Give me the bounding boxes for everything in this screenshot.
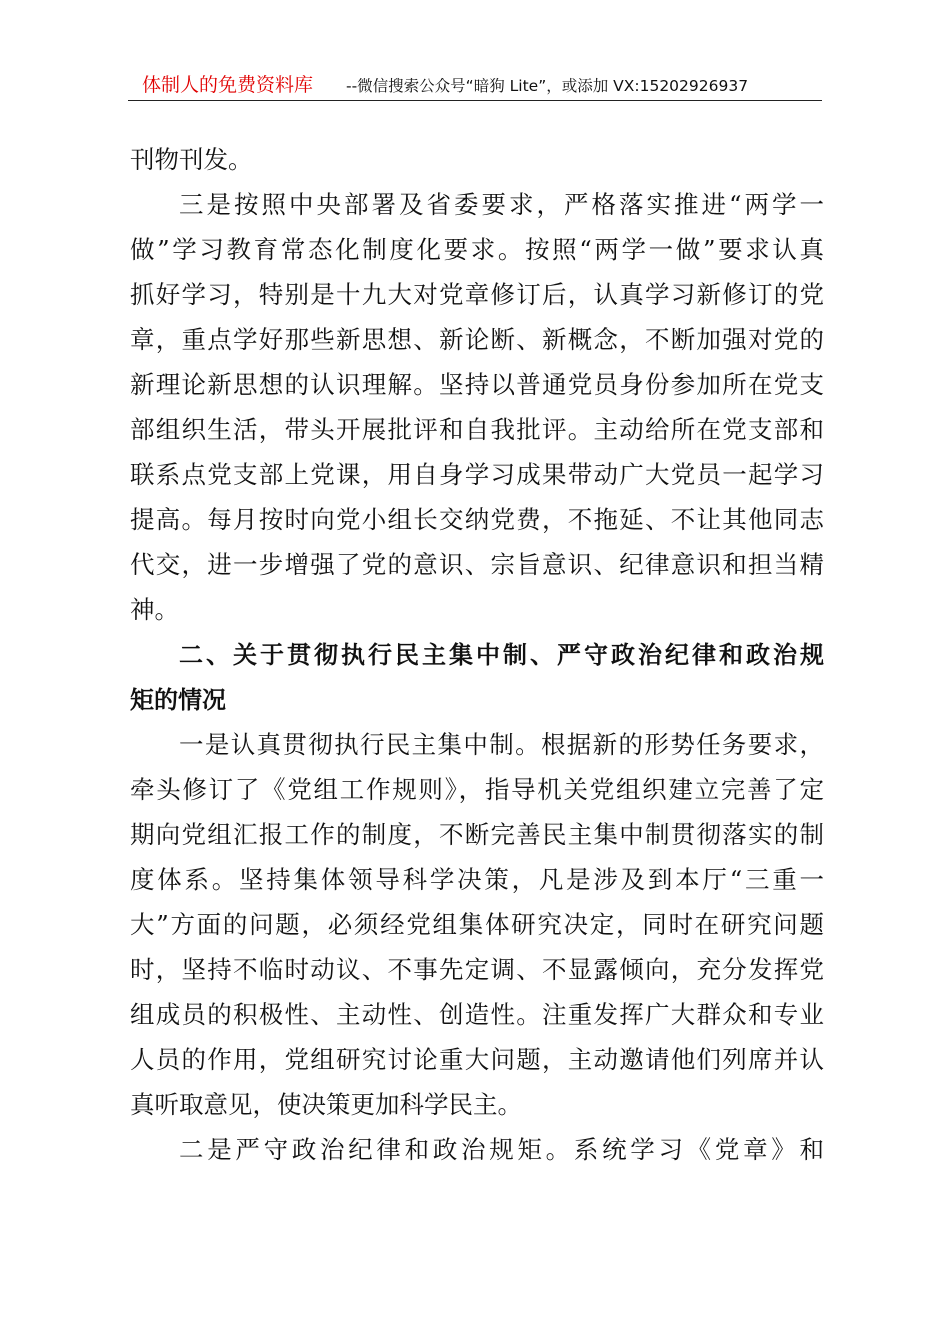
text-line: 提高。每月按时向党小组长交纳党费，不拖延、不让其他同志	[130, 505, 824, 534]
text-line: 度体系。坚持集体领导科学决策，凡是涉及到本厅“三重一	[130, 865, 824, 894]
section-heading-cont: 矩的情况	[130, 686, 226, 714]
paragraph-start-line: 三是按照中央部署及省委要求，严格落实推进“两学一	[179, 190, 824, 219]
text-line: 时，坚持不临时动议、不事先定调、不显露倾向，充分发挥党	[130, 955, 824, 984]
text-line: 代交，进一步增强了党的意识、宗旨意识、纪律意识和担当精	[130, 550, 824, 579]
text-line: 新理论新思想的认识理解。坚持以普通党员身份参加所在党支	[130, 370, 824, 399]
paragraph-start-line: 一是认真贯彻执行民主集中制。根据新的形势任务要求，	[179, 730, 824, 759]
text-line: 大”方面的问题，必须经党组集体研究决定，同时在研究问题	[130, 910, 824, 939]
section-heading: 二、关于贯彻执行民主集中制、严守政治纪律和政治规	[179, 641, 824, 669]
text-line: 人员的作用，党组研究讨论重大问题，主动邀请他们列席并认	[130, 1045, 824, 1074]
text-line: 期向党组汇报工作的制度，不断完善民主集中制贯彻落实的制	[130, 820, 824, 849]
header-note: --微信搜索公众号“暗狗 Lite”，或添加 VX:15202926937	[346, 77, 749, 95]
text-line: 神。	[130, 595, 179, 624]
header-brand: 体制人的免费资料库	[142, 74, 314, 96]
text-line: 抓好学习，特别是十九大对党章修订后，认真学习新修订的党	[130, 280, 824, 309]
text-line: 联系点党支部上党课，用自身学习成果带动广大党员一起学习	[130, 460, 824, 489]
text-line: 真听取意见，使决策更加科学民主。	[130, 1090, 522, 1119]
text-line: 组成员的积极性、主动性、创造性。注重发挥广大群众和专业	[130, 1000, 824, 1029]
paragraph-start-line: 二是严守政治纪律和政治规矩。系统学习《党章》和	[179, 1135, 824, 1164]
text-line: 章，重点学好那些新思想、新论断、新概念，不断加强对党的	[130, 325, 824, 354]
text-line: 部组织生活，带头开展批评和自我批评。主动给所在党支部和	[130, 415, 824, 444]
text-line: 刊物刊发。	[130, 145, 253, 174]
page-header	[128, 72, 822, 101]
text-line: 牵头修订了《党组工作规则》，指导机关党组织建立完善了定	[130, 775, 824, 804]
text-line: 做”学习教育常态化制度化要求。按照“两学一做”要求认真	[130, 235, 824, 264]
